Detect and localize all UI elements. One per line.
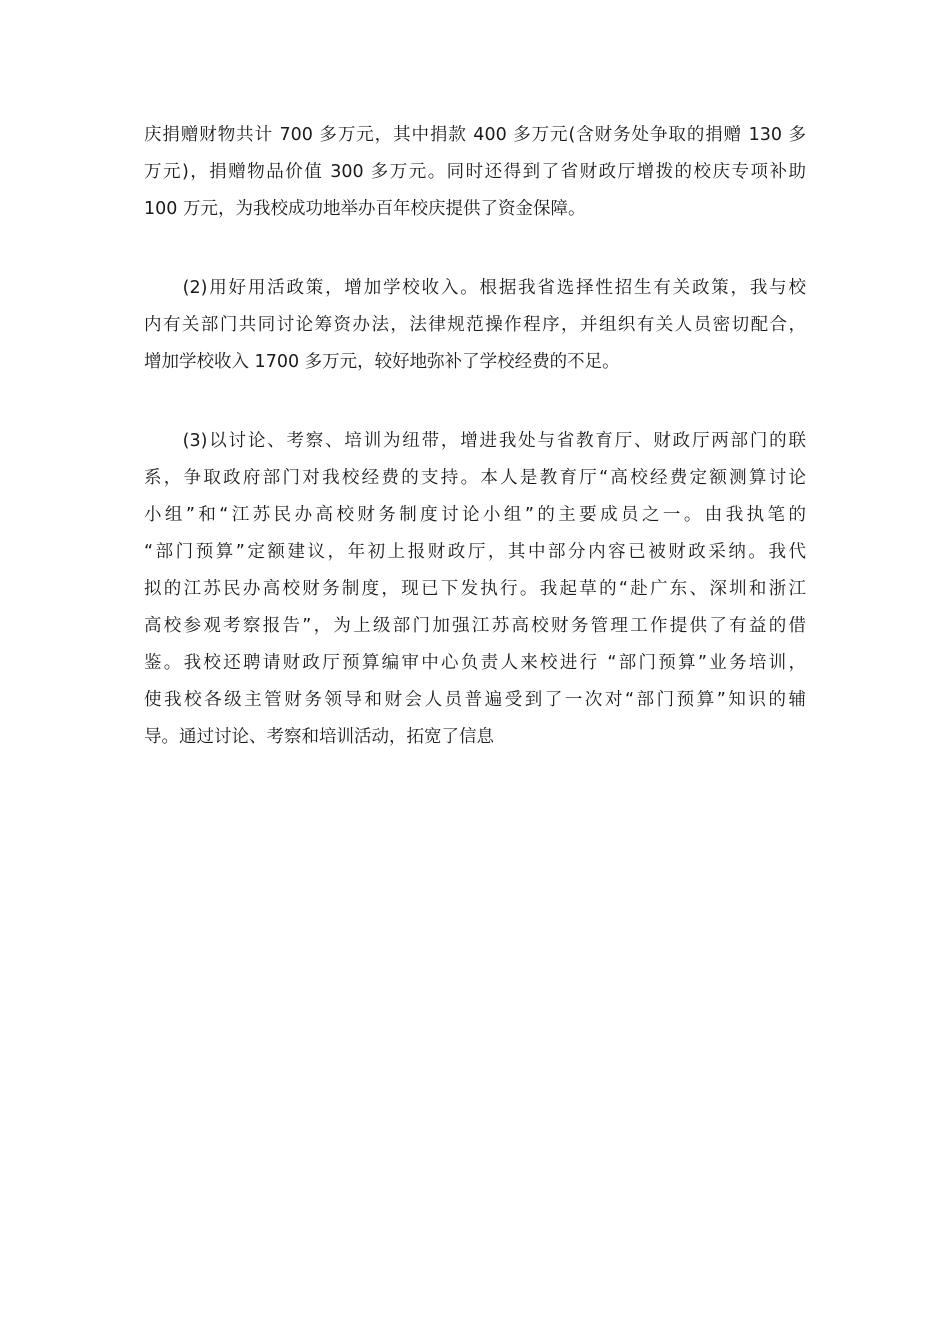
text-line: 拟的江苏民办高校财务制度，现已下发执行。我起草的“赴广东、深圳和浙江 (144, 579, 806, 599)
text-line: 导。通过讨论、考察和培训活动，拓宽了信息 (144, 727, 494, 747)
text-line: 万元)，捐赠物品价值 300 多万元。同时还得到了省财政厅增拨的校庆专项补助 (144, 162, 806, 182)
paragraph-donations (144, 117, 806, 228)
text-line: 系，争取政府部门对我校经费的支持。本人是教育厅“高校经费定额测算讨论 (144, 468, 806, 488)
text-line: 鉴。我校还聘请财政厅预算编审中心负责人来校进行 “部门预算”业务培训， (144, 653, 806, 673)
paragraph-spacer (144, 381, 806, 423)
text-line: “部门预算”定额建议，年初上报财政厅，其中部分内容已被财政采纳。我代 (144, 542, 806, 562)
paragraph-policy-income (144, 270, 806, 381)
text-line: 高校参观考察报告”，为上级部门加强江苏高校财务管理工作提供了有益的借 (144, 616, 806, 636)
paragraph-training (144, 423, 806, 756)
text-line: 小组”和“江苏民办高校财务制度讨论小组”的主要成员之一。由我执笔的 (144, 505, 806, 525)
text-line: 庆捐赠财物共计 700 多万元，其中捐款 400 多万元(含财务处争取的捐赠 130 多 (144, 125, 806, 145)
text-line: 增加学校收入 1700 多万元，较好地弥补了学校经费的不足。 (144, 352, 620, 372)
text-line: 使我校各级主管财务领导和财会人员普遍受到了一次对“部门预算”知识的辅 (144, 690, 806, 710)
text-line: 100 万元，为我校成功地举办百年校庆提供了资金保障。 (144, 199, 586, 219)
document-body (144, 117, 806, 756)
text-line: 内有关部门共同讨论筹资办法，法律规范操作程序，并组织有关人员密切配合， (144, 315, 806, 335)
text-line: (3)以讨论、考察、培训为纽带，增进我处与省教育厅、财政厅两部门的联 (144, 431, 806, 451)
paragraph-spacer (144, 228, 806, 270)
text-line: (2)用好用活政策，增加学校收入。根据我省选择性招生有关政策，我与校 (144, 278, 806, 298)
